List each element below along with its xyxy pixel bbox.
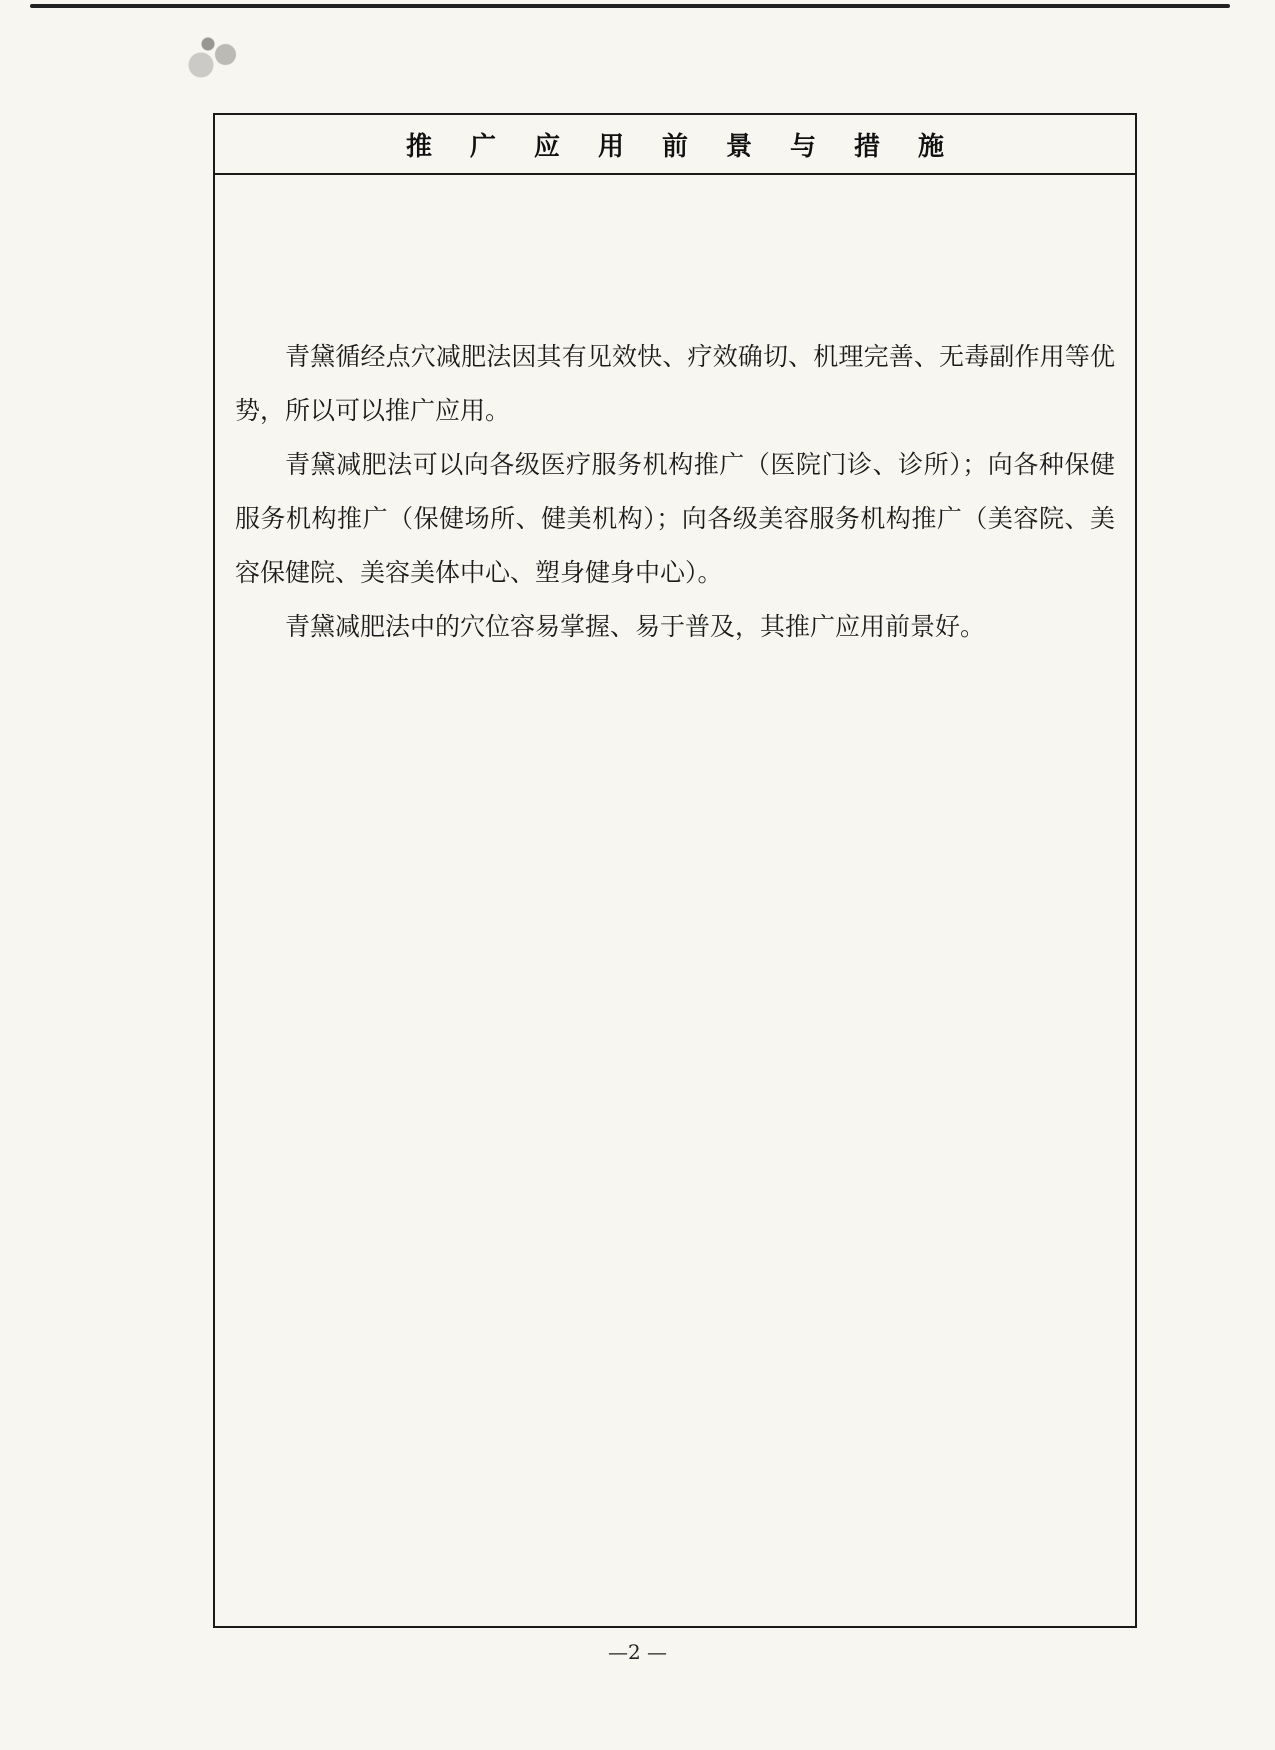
content-frame xyxy=(213,113,1137,1628)
frame-header xyxy=(215,115,1135,175)
paragraph-2: 青黛减肥法可以向各级医疗服务机构推广（医院门诊、诊所）；向各种保健服务机构推广（保健场所、健美机构）；向各级美容服务机构推广（美容院、美容保健院、美容美体中心、塑身健身中心）。 xyxy=(235,450,1115,587)
section-title: 推广应用前景与措施 xyxy=(405,131,982,162)
page-number: —2 — xyxy=(607,1640,668,1664)
top-scan-rule xyxy=(30,4,1230,8)
scan-smudge xyxy=(180,16,250,86)
paragraph-1: 青黛循经点穴减肥法因其有见效快、疗效确切、机理完善、无毒副作用等优势，所以可以推广应用。 xyxy=(235,342,1115,425)
paragraph-3: 青黛减肥法中的穴位容易掌握、易于普及，其推广应用前景好。 xyxy=(285,612,986,641)
body-text xyxy=(235,330,1115,654)
